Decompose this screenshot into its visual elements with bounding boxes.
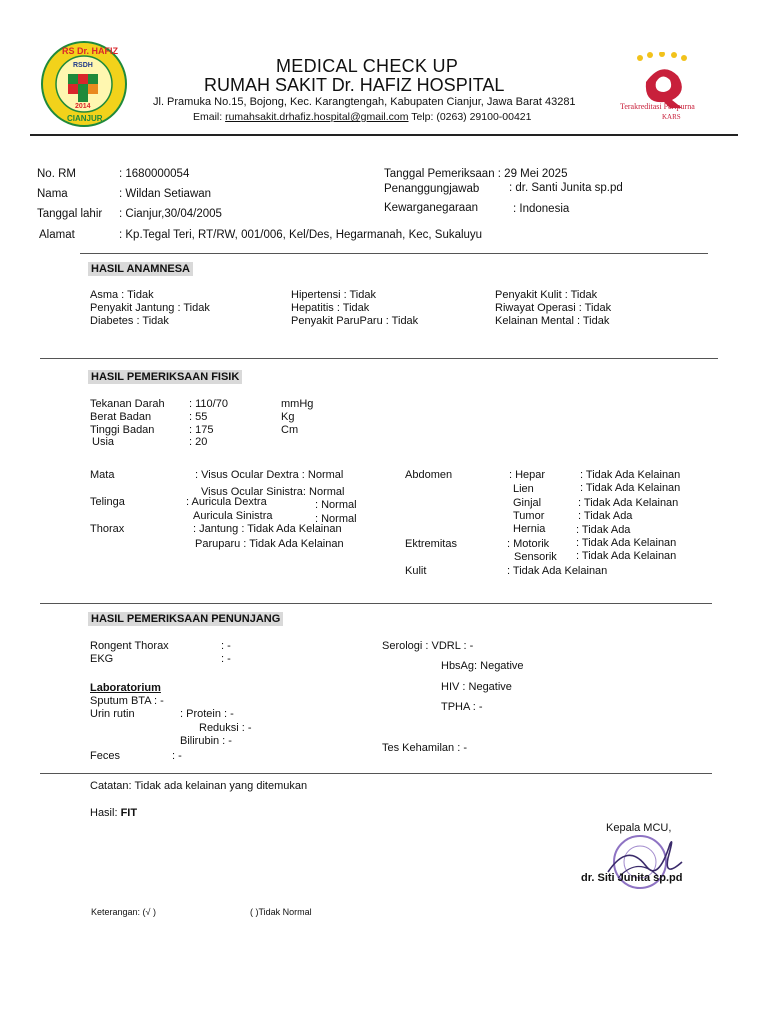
sputum: Sputum BTA : -	[90, 695, 164, 707]
rule-1	[80, 253, 708, 254]
mata-sinistra: Visus Ocular Sinistra: Normal	[201, 486, 345, 498]
logo-bottom-text: CIANJUR	[67, 114, 103, 123]
serologi: Serologi : VDRL : -	[382, 640, 474, 652]
header-rule	[30, 134, 738, 136]
abdomen-key: : Hepar	[509, 469, 546, 481]
vital-value-bb: : 55	[189, 411, 208, 423]
penunjang-title: HASIL PEMERIKSAAN PENUNJANG	[88, 612, 283, 626]
vital-unit-bb: Kg	[281, 411, 295, 423]
keterangan: Keterangan: (√ )	[91, 907, 156, 917]
vital-value-td: : 110/70	[189, 398, 228, 410]
urin-reduksi: Reduksi : -	[199, 722, 252, 734]
kulit-label: Kulit	[405, 565, 427, 577]
abdomen-value: : Tidak Ada Kelainan	[580, 469, 681, 481]
tpha: TPHA : -	[441, 701, 483, 713]
doctor-name: dr. Siti Junita sp.pd	[581, 872, 683, 884]
penanggungjawab-label: Penanggungjawab	[384, 183, 480, 195]
no-rm-label: No. RM	[37, 168, 76, 180]
thorax-label: Thorax	[90, 523, 125, 535]
anamnesa-item: Diabetes : Tidak	[90, 315, 169, 327]
rule-2	[40, 358, 718, 359]
phone-text: Telp: (0263) 29100-00421	[408, 111, 532, 123]
hospital-logo	[40, 40, 128, 128]
mata-label: Mata	[90, 469, 115, 481]
email-link[interactable]: rumahsakit.drhafiz.hospital@gmail.com	[225, 111, 409, 123]
penanggungjawab-value: : dr. Santi Junita sp.pd	[509, 182, 623, 194]
thorax-jantung: : Jantung : Tidak Ada Kelainan	[193, 523, 342, 535]
alamat-value: : Kp.Tegal Teri, RT/RW, 001/006, Kel/Des, Hegarmanah, Kec, Sukaluyu	[119, 229, 483, 241]
telinga-sinistra-value: : Normal	[315, 513, 357, 525]
abdomen-value: : Tidak Ada Kelainan	[578, 497, 679, 509]
vital-label-usia: Usia	[92, 436, 115, 448]
motorik-value: : Tidak Ada Kelainan	[576, 537, 677, 549]
kewarganegaraan-label: Kewarganegaraan	[384, 202, 478, 214]
telinga-dextra-value: : Normal	[315, 499, 357, 511]
abdomen-key: Tumor	[513, 510, 545, 522]
anamnesa-col1	[90, 289, 210, 328]
anamnesa-item: Riwayat Operasi : Tidak	[495, 302, 612, 314]
abdomen-key: Ginjal	[513, 497, 542, 509]
feces-label: Feces	[90, 750, 120, 762]
hospital-contact	[193, 111, 532, 123]
rule-3	[40, 603, 712, 604]
abdomen-key: Lien	[513, 483, 534, 495]
hbsag: HbsAg: Negative	[441, 660, 524, 672]
lab-title: Laboratorium	[90, 682, 161, 694]
urin-label: Urin rutin	[90, 708, 135, 720]
catatan: Catatan: Tidak ada kelainan yang ditemukan	[90, 780, 308, 792]
abdomen-value: : Tidak Ada	[578, 510, 633, 522]
logo-inner-text: RSDH	[73, 62, 93, 69]
ekg-value: : -	[221, 653, 231, 665]
rule-4	[40, 773, 712, 774]
sensorik-value: : Tidak Ada Kelainan	[576, 550, 677, 562]
rongent-label: Rongent Thorax	[90, 640, 169, 652]
kewarganegaraan-value: : Indonesia	[513, 203, 570, 215]
hasil-label: Hasil:	[90, 807, 121, 819]
anamnesa-item: Hepatitis : Tidak	[291, 302, 370, 314]
anamnesa-item: Kelainan Mental : Tidak	[495, 315, 610, 327]
anamnesa-item: Hipertensi : Tidak	[291, 289, 376, 301]
accreditation-text: Terakreditasi Paripurna	[620, 102, 695, 111]
kulit-value: : Tidak Ada Kelainan	[507, 565, 608, 577]
telinga-sinistra: Auricula Sinistra	[193, 510, 273, 522]
ekg-label: EKG	[90, 653, 114, 665]
logo-top-text: RS Dr. HAFIZ	[62, 46, 119, 56]
hasil	[90, 807, 137, 819]
vital-unit-td: mmHg	[281, 398, 314, 410]
urin-protein: : Protein : -	[180, 708, 234, 720]
vital-value-usia: : 20	[189, 436, 208, 448]
feces-value: : -	[172, 750, 182, 762]
hasil-value: FIT	[120, 807, 138, 819]
no-rm-value: : 1680000054	[119, 168, 190, 180]
telinga-label: Telinga	[90, 496, 125, 508]
hiv: HIV : Negative	[441, 681, 512, 693]
anamnesa-title: HASIL ANAMNESA	[88, 262, 193, 276]
vital-unit-tb: Cm	[281, 424, 299, 436]
hospital-name: RUMAH SAKIT Dr. HAFIZ HOSPITAL	[204, 75, 505, 95]
logo-year: 2014	[75, 103, 91, 110]
tes-kehamilan: Tes Kehamilan : -	[382, 742, 467, 754]
anamnesa-item: Asma : Tidak	[90, 289, 154, 301]
urin-bilirubin: Bilirubin : -	[180, 735, 232, 747]
vital-label-bb: Berat Badan	[90, 411, 152, 423]
motorik-key: : Motorik	[507, 538, 550, 550]
abdomen-value: : Tidak Ada	[576, 524, 631, 536]
page-title: MEDICAL CHECK UP	[276, 56, 459, 76]
mata-dextra: : Visus Ocular Dextra : Normal	[195, 469, 344, 481]
thorax-paru: Paruparu : Tidak Ada Kelainan	[195, 538, 344, 550]
alamat-label: Alamat	[39, 229, 75, 241]
tanggal-pemeriksaan: Tanggal Pemeriksaan : 29 Mei 2025	[384, 168, 568, 180]
accreditation-kars: KARS	[662, 113, 681, 121]
hospital-address: Jl. Pramuka No.15, Bojong, Kec. Karangtengah, Kabupaten Cianjur, Jawa Barat 43281	[153, 96, 576, 108]
tidak-normal: ( )Tidak Normal	[250, 907, 312, 917]
ttl-value: : Cianjur,30/04/2005	[119, 208, 222, 220]
nama-value: : Wildan Setiawan	[119, 188, 212, 200]
anamnesa-col2	[291, 289, 418, 328]
abdomen-key: Hernia	[513, 523, 546, 535]
abdomen-label: Abdomen	[405, 469, 453, 481]
fisik-title: HASIL PEMERIKSAAN FISIK	[88, 370, 242, 384]
vital-value-tb: : 175	[189, 424, 214, 436]
abdomen-value: : Tidak Ada Kelainan	[580, 482, 681, 494]
vital-label-tb: Tinggi Badan	[90, 424, 155, 436]
anamnesa-item: Penyakit ParuParu : Tidak	[291, 315, 419, 327]
telinga-dextra: : Auricula Dextra	[186, 496, 267, 508]
anamnesa-item: Penyakit Kulit : Tidak	[495, 289, 598, 301]
ttl-label: Tanggal lahir	[37, 208, 103, 220]
accreditation-logo	[618, 52, 728, 124]
anamnesa-item: Penyakit Jantung : Tidak	[90, 302, 210, 314]
nama-label: Nama	[37, 188, 68, 200]
vital-label-td: Tekanan Darah	[90, 398, 165, 410]
ektremitas-label: Ektremitas	[405, 538, 457, 550]
rongent-value: : -	[221, 640, 231, 652]
sensorik-key: Sensorik	[514, 551, 557, 563]
email-label: Email:	[193, 111, 226, 123]
kepala-mcu: Kepala MCU,	[606, 822, 672, 834]
anamnesa-col3	[495, 289, 611, 328]
